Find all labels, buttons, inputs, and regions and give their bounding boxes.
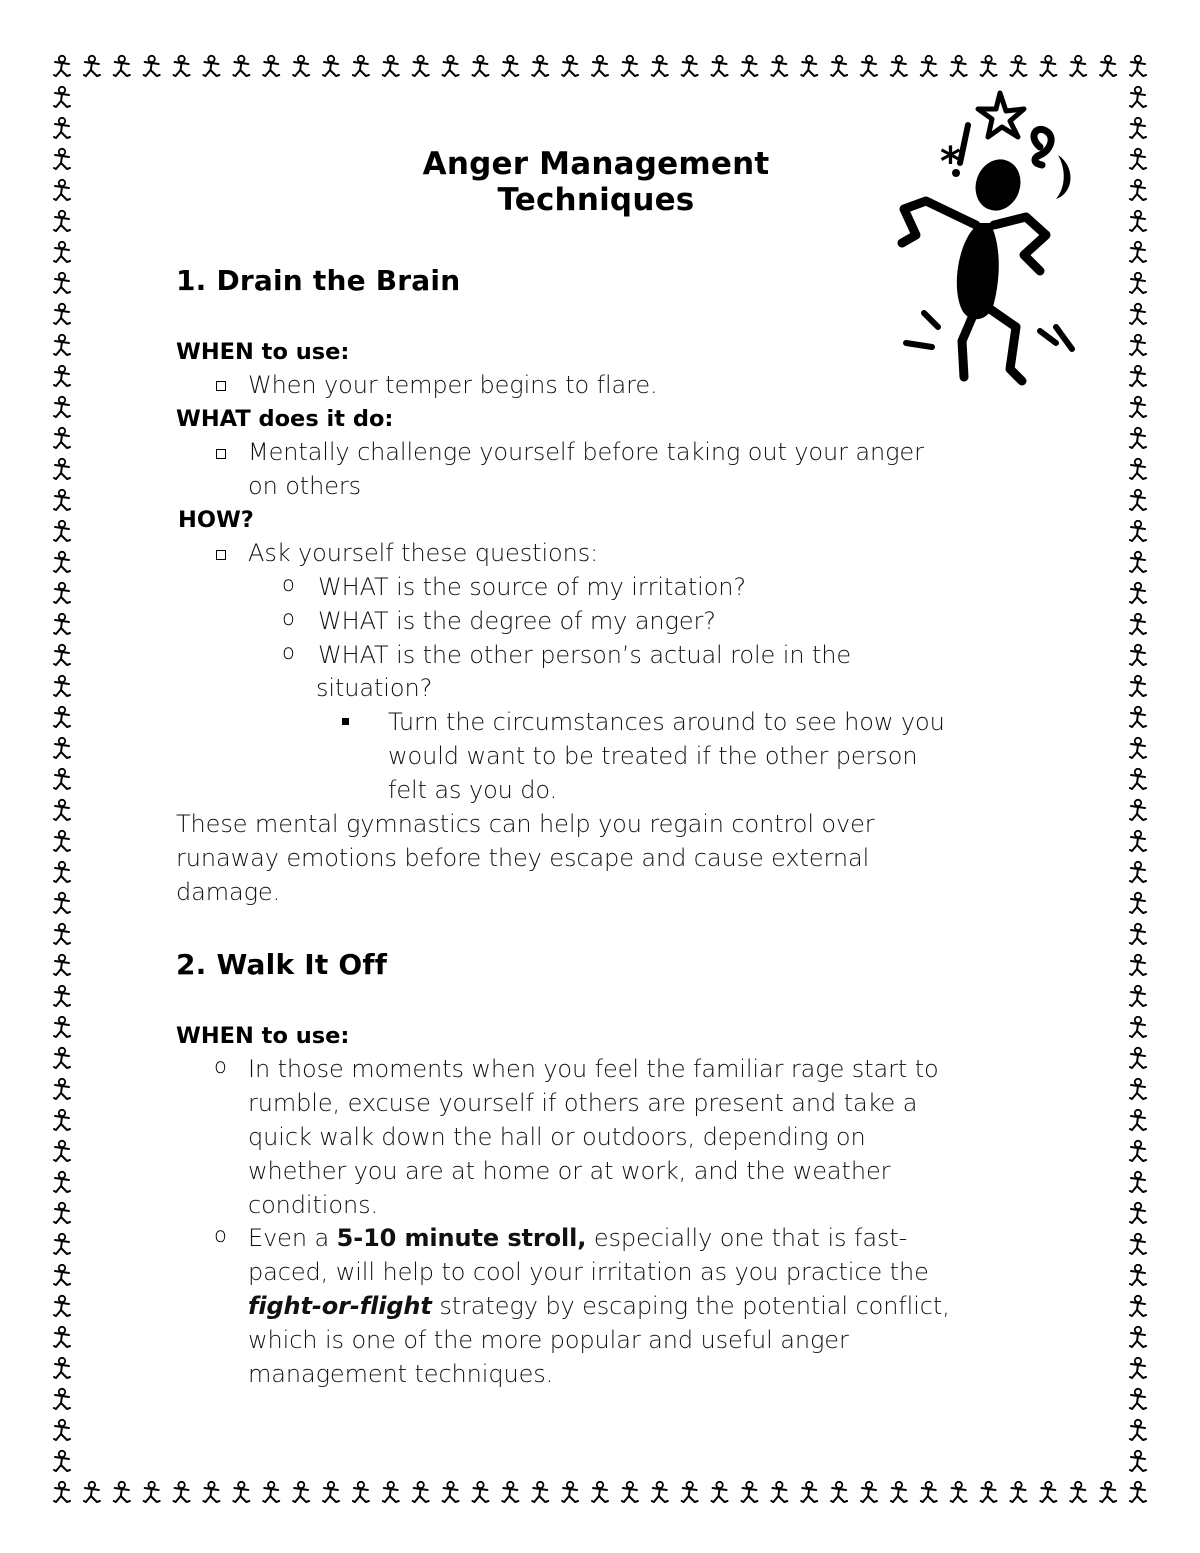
summary-line: runaway emotions before they escape and cause external [176,844,870,872]
stick-figure-icon [741,56,757,76]
stick-figure-icon [443,56,459,76]
emphasis-bold: 5-10 minute stroll, [336,1224,587,1252]
question-item: WHAT is the source of my irritation? [318,573,747,601]
stick-figure-icon [1130,1358,1146,1378]
stick-figure-icon [981,1482,997,1502]
stick-figure-icon [383,1482,399,1502]
stick-figure-icon [801,1482,817,1502]
angry-stick-figure-icon [890,85,1090,395]
stick-figure-icon [1130,707,1146,727]
stick-figure-icon [54,118,70,138]
stick-figure-icon [54,1389,70,1409]
stick-figure-icon [1130,1110,1146,1130]
stick-figure-icon [54,800,70,820]
section-1-heading: 1. Drain the Brain [176,264,461,297]
page-title: Anger Management Techniques [422,146,770,218]
stick-figure-icon [1130,583,1146,603]
stick-figure-icon [831,56,847,76]
stick-figure-icon [54,87,70,107]
stick-figure-icon [174,56,190,76]
stick-figure-icon [771,56,787,76]
stick-figure-icon [1130,986,1146,1006]
walk-item-line: fight-or-flight strategy by escaping the potential conflict, [248,1292,950,1320]
stick-figure-icon [891,56,907,76]
stick-figure-icon [1130,614,1146,634]
square-bullet-icon [342,718,349,725]
stick-figure-icon [114,1482,130,1502]
walk-item-line: whether you are at home or at work, and the weather [248,1157,891,1185]
stick-figure-icon [1130,1265,1146,1285]
stick-figure-icon [54,459,70,479]
stick-figure-icon [54,614,70,634]
stick-figure-icon [413,1482,429,1502]
stick-figure-icon [1130,273,1146,293]
stick-figure-icon [174,1482,190,1502]
stick-figure-icon [233,1482,249,1502]
stick-figure-icon [1130,1389,1146,1409]
stick-figure-icon [54,1079,70,1099]
stick-figure-icon [1130,1296,1146,1316]
stick-figure-icon [54,490,70,510]
stick-figure-icon [532,56,548,76]
checkbox-bullet-icon [216,550,226,560]
circle-bullet-icon: o [214,1223,227,1247]
stick-figure-icon [1130,366,1146,386]
stick-figure-icon [1130,211,1146,231]
stick-figure-icon [951,56,967,76]
stick-figure-icon [54,583,70,603]
stick-figure-icon [54,955,70,975]
sub-item-line: Turn the circumstances around to see how you [388,708,945,736]
question-item: situation? [316,674,433,702]
stick-figure-icon [203,1482,219,1502]
stick-figure-icon [1130,831,1146,851]
stick-figure-icon [54,1141,70,1161]
stick-figure-icon [54,428,70,448]
stick-figure-icon [54,1296,70,1316]
stick-figure-icon [562,56,578,76]
stick-figure-icon [592,56,608,76]
stick-figure-icon [293,56,309,76]
stick-figure-icon [54,738,70,758]
circle-bullet-icon: o [282,606,295,630]
stick-figure-icon [54,242,70,262]
stick-figure-icon [951,1482,967,1502]
stick-figure-icon [54,1482,70,1502]
stick-figure-icon [562,1482,578,1502]
stick-figure-icon [54,645,70,665]
stick-figure-icon [383,56,399,76]
stick-figure-icon [54,893,70,913]
stick-figure-icon [1130,1141,1146,1161]
stick-figure-icon [54,1048,70,1068]
stick-figure-icon [532,1482,548,1502]
stick-figure-icon [54,1203,70,1223]
stick-figure-icon [741,1482,757,1502]
walk-item-line: Even a 5-10 minute stroll, especially one that is fast- [248,1224,908,1252]
stick-figure-icon [652,1482,668,1502]
stick-figure-icon [1130,180,1146,200]
emphasis-italic: fight-or-flight [248,1292,432,1320]
stick-figure-icon [413,56,429,76]
stick-figure-icon [1130,1482,1146,1502]
stick-figure-icon [54,1327,70,1347]
stick-figure-icon [54,335,70,355]
stick-figure-icon [502,56,518,76]
stick-figure-icon [1040,1482,1056,1502]
stick-figure-icon [652,56,668,76]
stick-figure-icon [323,1482,339,1502]
stick-figure-icon [1100,1482,1116,1502]
stick-figure-icon [1130,1420,1146,1440]
stick-figure-icon [921,56,937,76]
sub-item-line: would want to be treated if the other person [388,742,918,770]
stick-figure-icon [84,56,100,76]
stick-figure-icon [54,1265,70,1285]
section-1-when-item: When your temper begins to flare. [248,371,658,399]
stick-figure-icon [54,1234,70,1254]
circle-bullet-icon: o [214,1054,227,1078]
stick-figure-icon [1010,56,1026,76]
stick-figure-icon [144,1482,160,1502]
stick-figure-icon [203,56,219,76]
stick-figure-icon [1130,552,1146,572]
stick-figure-icon [1100,56,1116,76]
stick-figure-icon [54,1451,70,1471]
stick-figure-icon [54,1420,70,1440]
stick-figure-icon [84,1482,100,1502]
walk-item-line: paced, will help to cool your irritation as you practice the [248,1258,929,1286]
stick-figure-icon [1130,893,1146,913]
stick-figure-icon [353,1482,369,1502]
stick-figure-icon [263,1482,279,1502]
stick-figure-icon [1130,242,1146,262]
stick-figure-icon [831,1482,847,1502]
stick-figure-icon [54,149,70,169]
stick-figure-icon [54,397,70,417]
stick-figure-icon [1130,118,1146,138]
circle-bullet-icon: o [282,572,295,596]
stick-figure-icon [233,56,249,76]
question-item: WHAT is the other person’s actual role in the [318,641,852,669]
stick-figure-icon [861,56,877,76]
stick-figure-icon [1130,769,1146,789]
stick-figure-icon [54,831,70,851]
stick-figure-icon [1040,56,1056,76]
stick-figure-icon [472,56,488,76]
section-2-heading: 2. Walk It Off [176,948,388,981]
walk-item-line: conditions. [248,1191,378,1219]
stick-figure-icon [1130,56,1146,76]
stick-figure-icon [1130,1327,1146,1347]
stick-figure-icon [921,1482,937,1502]
stick-figure-icon [1010,1482,1026,1502]
stick-figure-icon [54,273,70,293]
stick-figure-icon [1130,459,1146,479]
stick-figure-icon [1130,800,1146,820]
stick-figure-icon [54,1172,70,1192]
summary-line: damage. [176,878,281,906]
walk-item-line: rumble, excuse yourself if others are present and take a [248,1089,918,1117]
section-2-when-label: WHEN to use: [176,1023,350,1049]
stick-figure-icon [1130,1172,1146,1192]
circle-bullet-icon: o [282,640,295,664]
section-1-what-label: WHAT does it do: [176,406,394,432]
section-1-how-item: Ask yourself these questions: [248,539,599,567]
stick-figure-icon [114,56,130,76]
stick-figure-icon [54,521,70,541]
stick-figure-icon [1130,676,1146,696]
stick-figure-icon [682,1482,698,1502]
question-item: WHAT is the degree of my anger? [318,607,716,635]
stick-figure-icon [323,56,339,76]
stick-figure-icon [1070,56,1086,76]
stick-figure-icon [1130,1451,1146,1471]
stick-figure-icon [54,676,70,696]
stick-figure-icon [1130,862,1146,882]
stick-figure-icon [891,1482,907,1502]
stick-figure-icon [771,1482,787,1502]
stick-figure-icon [54,862,70,882]
stick-figure-icon [54,1017,70,1037]
sub-item-line: felt as you do. [388,776,558,804]
stick-figure-icon [1130,645,1146,665]
stick-figure-icon [1130,1048,1146,1068]
stick-figure-icon [622,56,638,76]
walk-item-line: which is one of the more popular and useful anger [248,1326,849,1354]
stick-figure-icon [1130,490,1146,510]
stick-figure-icon [981,56,997,76]
stick-figure-icon [144,56,160,76]
stick-figure-icon [592,1482,608,1502]
stick-figure-icon [1130,87,1146,107]
stick-figure-icon [54,707,70,727]
stick-figure-icon [1130,521,1146,541]
checkbox-bullet-icon [216,449,226,459]
stick-figure-icon [443,1482,459,1502]
stick-figure-icon [1070,1482,1086,1502]
section-1-when-label: WHEN to use: [176,339,350,365]
walk-item-line: management techniques. [248,1360,554,1388]
stick-figure-icon [801,56,817,76]
stick-figure-icon [1130,428,1146,448]
stick-figure-icon [682,56,698,76]
stick-figure-icon [622,1482,638,1502]
section-1-what-line: Mentally challenge yourself before taking out your anger [248,438,924,466]
summary-line: These mental gymnastics can help you regain control over [176,810,875,838]
stick-figure-icon [472,1482,488,1502]
section-1-what-line: on others [248,472,362,500]
stick-figure-icon [861,1482,877,1502]
stick-figure-icon [1130,335,1146,355]
stick-figure-icon [1130,397,1146,417]
section-1-how-label: HOW? [178,507,254,533]
stick-figure-icon [1130,304,1146,324]
stick-figure-icon [293,1482,309,1502]
stick-figure-icon [54,180,70,200]
stick-figure-icon [1130,1234,1146,1254]
stick-figure-icon [1130,149,1146,169]
stick-figure-icon [1130,955,1146,975]
stick-figure-icon [1130,1017,1146,1037]
walk-item-line: quick walk down the hall or outdoors, depending on [248,1123,866,1151]
stick-figure-icon [1130,738,1146,758]
stick-figure-icon [1130,1203,1146,1223]
stick-figure-icon [1130,924,1146,944]
stick-figure-icon [54,211,70,231]
stick-figure-icon [54,552,70,572]
stick-figure-icon [1130,1079,1146,1099]
stick-figure-icon [54,1358,70,1378]
stick-figure-icon [712,1482,728,1502]
stick-figure-icon [54,986,70,1006]
stick-figure-icon [54,366,70,386]
stick-figure-icon [54,769,70,789]
walk-item-line: In those moments when you feel the familiar rage start to [248,1055,939,1083]
stick-figure-icon [712,56,728,76]
stick-figure-icon [502,1482,518,1502]
stick-figure-icon [54,924,70,944]
svg-text:*: * [940,139,961,185]
stick-figure-icon [54,1110,70,1130]
stick-figure-icon [353,56,369,76]
checkbox-bullet-icon [216,381,226,391]
stick-figure-icon [54,304,70,324]
stick-figure-icon [54,56,70,76]
stick-figure-icon [263,56,279,76]
